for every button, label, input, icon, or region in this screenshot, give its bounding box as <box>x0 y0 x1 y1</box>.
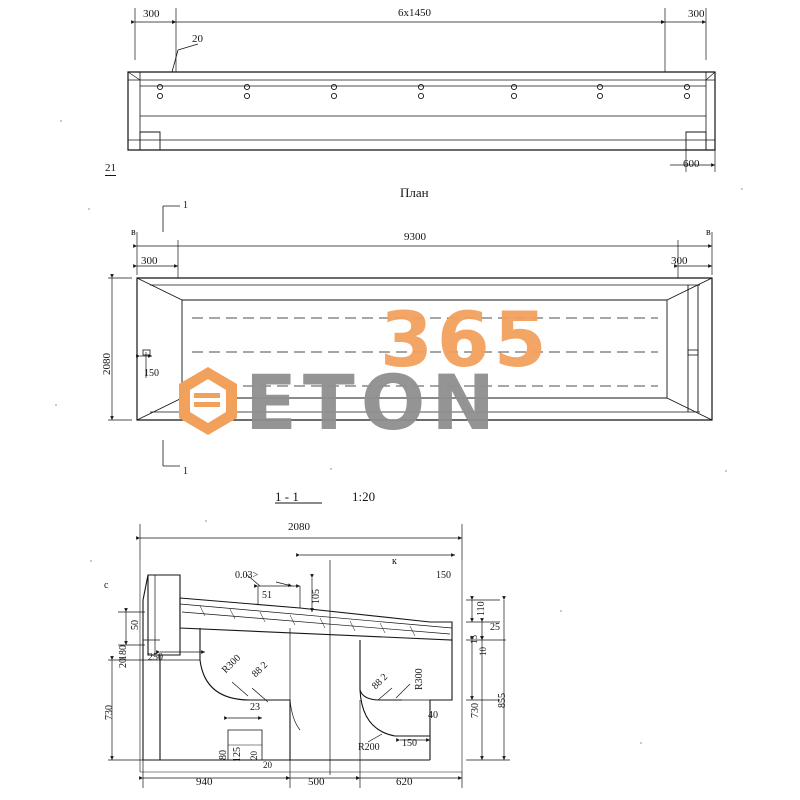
section-width-label: 2080 <box>288 521 310 533</box>
dim-40-label: 40 <box>428 710 438 721</box>
dim-600-label: 600 <box>683 158 700 170</box>
dim-180-label: 180 <box>118 645 129 660</box>
dim-730-right-label: 730 <box>470 703 481 718</box>
callout-20-label: 20 <box>192 33 203 45</box>
dim-15-label: 15 <box>469 635 479 644</box>
radius-r200-label: R200 <box>358 742 380 753</box>
radius-r300-left-label: R300 <box>220 652 244 676</box>
plan-150-label: 150 <box>144 368 159 379</box>
dim-20c-label: 20 <box>263 760 272 770</box>
dim-23-label: 23 <box>250 702 260 713</box>
dim-105-label: 105 <box>311 589 322 604</box>
plan-left-edge-label: 300 <box>141 255 158 267</box>
letter-c-label: с <box>104 580 109 591</box>
dim-730-left-label: 730 <box>104 705 115 720</box>
dim-10-label: 10 <box>478 647 488 656</box>
watermark-text-top: 365 <box>380 295 551 384</box>
radius-r300-right-label: R300 <box>414 668 425 690</box>
top-right-offset-label: 300 <box>688 8 705 20</box>
dim-940-label: 940 <box>196 776 213 788</box>
section-scale: 1:20 <box>352 489 376 504</box>
watermark-text-bottom: ETON <box>245 358 501 447</box>
dim-80-label: 80 <box>218 750 229 760</box>
dim-50-label: 50 <box>130 620 141 630</box>
plan-letter-right: в <box>706 227 711 238</box>
dim-25-label: 25 <box>490 622 500 633</box>
plan-title: План <box>400 185 429 200</box>
angle-right-label: 88 2 <box>370 671 391 692</box>
plan-total-length-label: 9300 <box>404 231 426 243</box>
top-span-label: 6х1450 <box>398 7 431 19</box>
dim-20b-label: 20 <box>249 751 259 760</box>
plan-height-label: 2080 <box>101 353 113 375</box>
mark-21-label: 21 <box>105 162 116 174</box>
plan-right-edge-label: 300 <box>671 255 688 267</box>
top-left-offset-label: 300 <box>143 8 160 20</box>
angle-left-label: 88 2 <box>250 659 271 680</box>
dim-500-label: 500 <box>308 776 325 788</box>
dim-20-left-label: 20 <box>118 658 129 668</box>
dim-125-label: 125 <box>232 747 243 762</box>
slope-label: 0.03> <box>235 570 259 581</box>
dim-51-label: 51 <box>262 590 272 601</box>
dim-150-right-label: 150 <box>436 570 451 581</box>
dim-110-label: 110 <box>476 601 487 616</box>
letter-k-label: к <box>392 556 397 567</box>
dim-620-label: 620 <box>396 776 413 788</box>
section-title: 1 - 1 <box>275 489 299 504</box>
section-mark-bottom: 1 <box>183 466 188 477</box>
dim-150b-label: 150 <box>402 738 417 749</box>
section-mark-top: 1 <box>183 200 188 211</box>
dim-855-label: 855 <box>497 693 508 708</box>
dim-250-label: 250 <box>148 652 163 663</box>
plan-letter-left: в <box>131 227 136 238</box>
